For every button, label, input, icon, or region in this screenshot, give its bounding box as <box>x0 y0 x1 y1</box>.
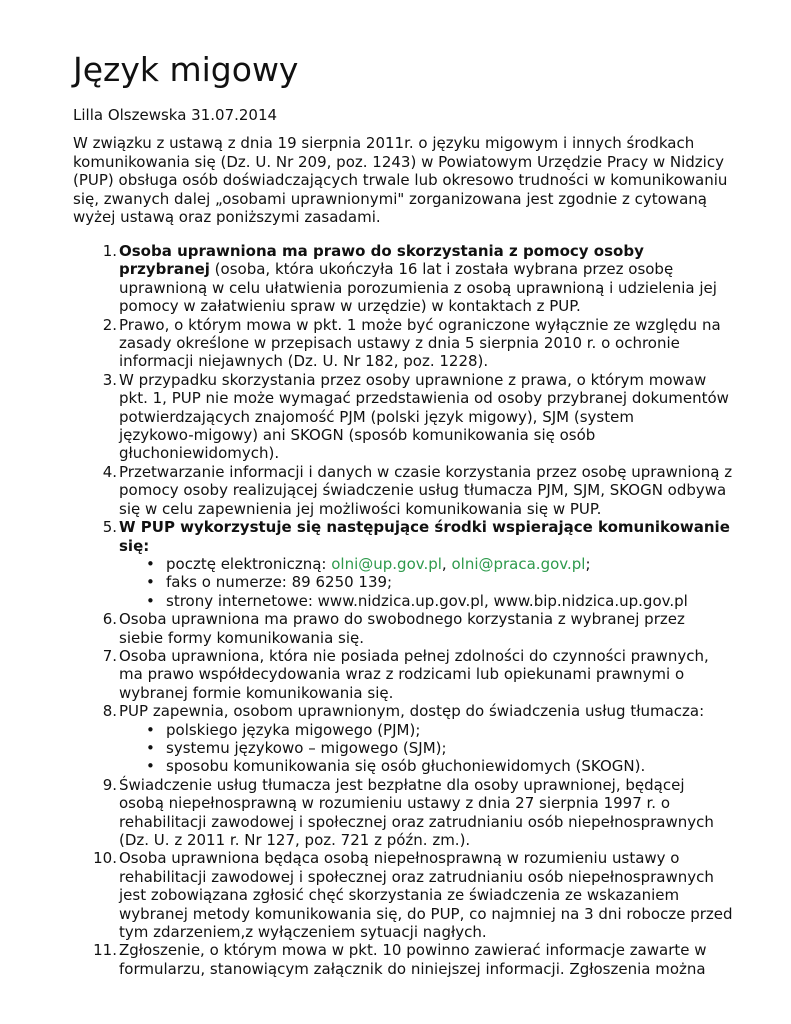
item-bold-text: się: <box>119 536 150 555</box>
bullet-item <box>119 573 773 591</box>
bullet-text: strony internetowe: www.nidzica.up.gov.pl, www.bip.nidzica.up.gov.pl <box>166 591 688 610</box>
bullet-text: polskiego języka migowego (PJM); <box>166 720 421 739</box>
item-text: Osoba uprawniona będąca osobą niepełnosprawną w rozumieniu ustawy o <box>119 849 680 868</box>
item-text: zasady określone w przepisach ustawy z dnia 5 sierpnia 2010 r. o ochronie <box>119 334 680 353</box>
item-number: 9. <box>102 775 117 794</box>
bullet-icon: • <box>146 573 155 592</box>
item-text: głuchoniewidomych). <box>119 444 280 463</box>
bullet-text: systemu językowo – migowego (SJM); <box>166 738 447 757</box>
item-text: PUP zapewnia, osobom uprawnionym, dostęp do świadczenia usług tłumacza: <box>119 702 705 721</box>
item-bold-text: Osoba uprawniona ma prawo do skorzystania z pomocy osoby <box>119 242 644 260</box>
bullet-icon: • <box>146 757 155 776</box>
item-text: Osoba uprawniona ma prawo do swobodnego korzystania z wybranej przez <box>119 610 685 629</box>
item-number: 3. <box>102 370 117 389</box>
item-number: 8. <box>102 702 117 721</box>
intro-line: się, zwanych dalej „osobami uprawnionymi" zorganizowana jest zgodnie z cytowaną <box>73 189 707 208</box>
item-bold-text: W PUP wykorzystuje się następujące środki wspierające komunikowanie <box>119 518 730 537</box>
email-link-up[interactable]: olni@up.gov.pl <box>331 554 442 573</box>
item-text: formularzu, stanowiącym załącznik do niniejszej informacji. Zgłoszenia można <box>119 959 706 978</box>
item-number: 11. <box>93 941 117 960</box>
item-text: W przypadku skorzystania przez osoby uprawnione z prawa, o którym mowaw <box>119 370 707 389</box>
item-number: 5. <box>102 518 117 537</box>
list-item <box>73 702 773 776</box>
item-text: potwierdzających znajomość PJM (polski język migowy), SJM (system <box>119 407 634 426</box>
item-bold-text: przybranej <box>119 260 210 279</box>
item-text: rehabilitacji zawodowej i społecznej oraz zatrudnianiu osób niepełnosprawnych <box>119 867 714 886</box>
bullet-item <box>119 739 773 757</box>
item-text: uprawnioną w celu ułatwienia porozumienia z osobą uprawnioną i udzielenia jej <box>119 278 717 297</box>
item-text: (osoba, która ukończyła 16 lat i została wybrana przez osobę <box>209 260 674 279</box>
item-number: 10. <box>93 849 117 868</box>
rules-list <box>73 242 773 978</box>
item-text: pomocy osoby realizującej świadczenie usług tłumacza PJM, SJM, SKOGN odbywa <box>119 481 727 500</box>
item-text: tym zdarzeniem,z wyłączeniem sytuacji nagłych. <box>119 923 487 942</box>
item-text: informacji niejawnych (Dz. U. Nr 182, poz. 1228). <box>119 352 489 371</box>
bullet-icon: • <box>146 554 155 573</box>
bullet-text: pocztę elektroniczną: <box>166 554 332 573</box>
interpreter-services-list <box>119 721 773 776</box>
list-item <box>73 463 773 518</box>
bullet-item <box>119 721 773 739</box>
item-text: osobą niepełnosprawną w rozumieniu ustawy z dnia 27 sierpnia 1997 r. o <box>119 794 671 813</box>
item-text: Świadczenie usług tłumacza jest bezpłatne dla osoby uprawnionej, będącej <box>119 775 685 794</box>
list-item <box>73 242 773 316</box>
communication-means-list <box>119 555 773 610</box>
item-text: Prawo, o którym mowa w pkt. 1 może być ograniczone wyłącznie ze względu na <box>119 315 721 334</box>
intro-line: wyżej ustawą oraz poniższymi zasadami. <box>73 208 381 226</box>
list-item <box>73 776 773 850</box>
list-item <box>73 647 773 702</box>
item-text: rehabilitacji zawodowej i społecznej oraz zatrudnianiu osób niepełnosprawnych <box>119 812 714 831</box>
list-item <box>73 610 773 647</box>
item-text: językowo-migowy) ani SKOGN (sposób komunikowania się osób <box>119 426 596 445</box>
list-item <box>73 518 773 610</box>
author-date: Lilla Olszewska 31.07.2014 <box>73 106 278 124</box>
intro-paragraph <box>73 134 763 227</box>
item-text: Zgłoszenie, o którym mowa w pkt. 10 powinno zawierać informacje zawarte w <box>119 941 707 960</box>
list-item <box>73 371 773 463</box>
item-number: 1. <box>102 242 117 260</box>
item-text: się w celu zapewnienia jej możliwości komunikowania się w PUP. <box>119 499 602 518</box>
item-number: 6. <box>102 610 117 629</box>
item-number: 4. <box>102 462 117 481</box>
intro-line: (PUP) obsługa osób doświadczających trwale lub okresowo trudności w komunikowaniu <box>73 171 728 189</box>
list-item <box>73 941 773 978</box>
item-text: wybranej formie komunikowania się. <box>119 683 394 702</box>
bullet-icon: • <box>146 591 155 610</box>
item-text: wybranej metody komunikowania się, do PUP, co najmniej na 3 dni robocze przed <box>119 904 733 923</box>
email-link-praca[interactable]: olni@praca.gov.pl <box>451 554 586 573</box>
intro-line: komunikowania się (Dz. U. Nr 209, poz. 1243) w Powiatowym Urzędzie Pracy w Nidzicy <box>73 152 724 171</box>
bullet-item <box>119 757 773 775</box>
item-number: 7. <box>102 646 117 665</box>
bullet-icon: • <box>146 720 155 739</box>
item-text: pkt. 1, PUP nie może wymagać przedstawienia od osoby przybranej dokumentów <box>119 389 729 408</box>
list-item <box>73 849 773 941</box>
item-text: ma prawo współdecydowania wraz z rodzicami lub opiekunami prawnymi o <box>119 665 685 684</box>
bullet-icon: • <box>146 738 155 757</box>
bullet-text: faks o numerze: 89 6250 139; <box>166 573 393 592</box>
list-item <box>73 316 773 371</box>
bullet-item <box>119 592 773 610</box>
item-text: Przetwarzanie informacji i danych w czasie korzystania przez osobę uprawnioną z <box>119 462 733 481</box>
intro-line: W związku z ustawą z dnia 19 sierpnia 2011r. o języku migowym i innych środkach <box>73 134 695 152</box>
item-number: 2. <box>102 315 117 334</box>
page-title: Język migowy <box>73 50 299 89</box>
item-text: Osoba uprawniona, która nie posiada pełnej zdolności do czynności prawnych, <box>119 646 709 665</box>
item-text: pomocy w załatwieniu spraw w urzędzie) w kontaktach z PUP. <box>119 297 581 316</box>
item-text: (Dz. U. z 2011 r. Nr 127, poz. 721 z późn. zm.). <box>119 831 471 849</box>
bullet-text: sposobu komunikowania się osób głuchoniewidomych (SKOGN). <box>166 757 646 776</box>
item-text: jest zobowiązana zgłosić chęć skorzystania ze świadczenia ze wskazaniem <box>119 886 680 905</box>
bullet-item: • pocztę elektroniczną: olni@up.gov.pl, olni@praca.gov.pl; <box>146 554 591 573</box>
item-text: siebie formy komunikowania się. <box>119 628 365 647</box>
